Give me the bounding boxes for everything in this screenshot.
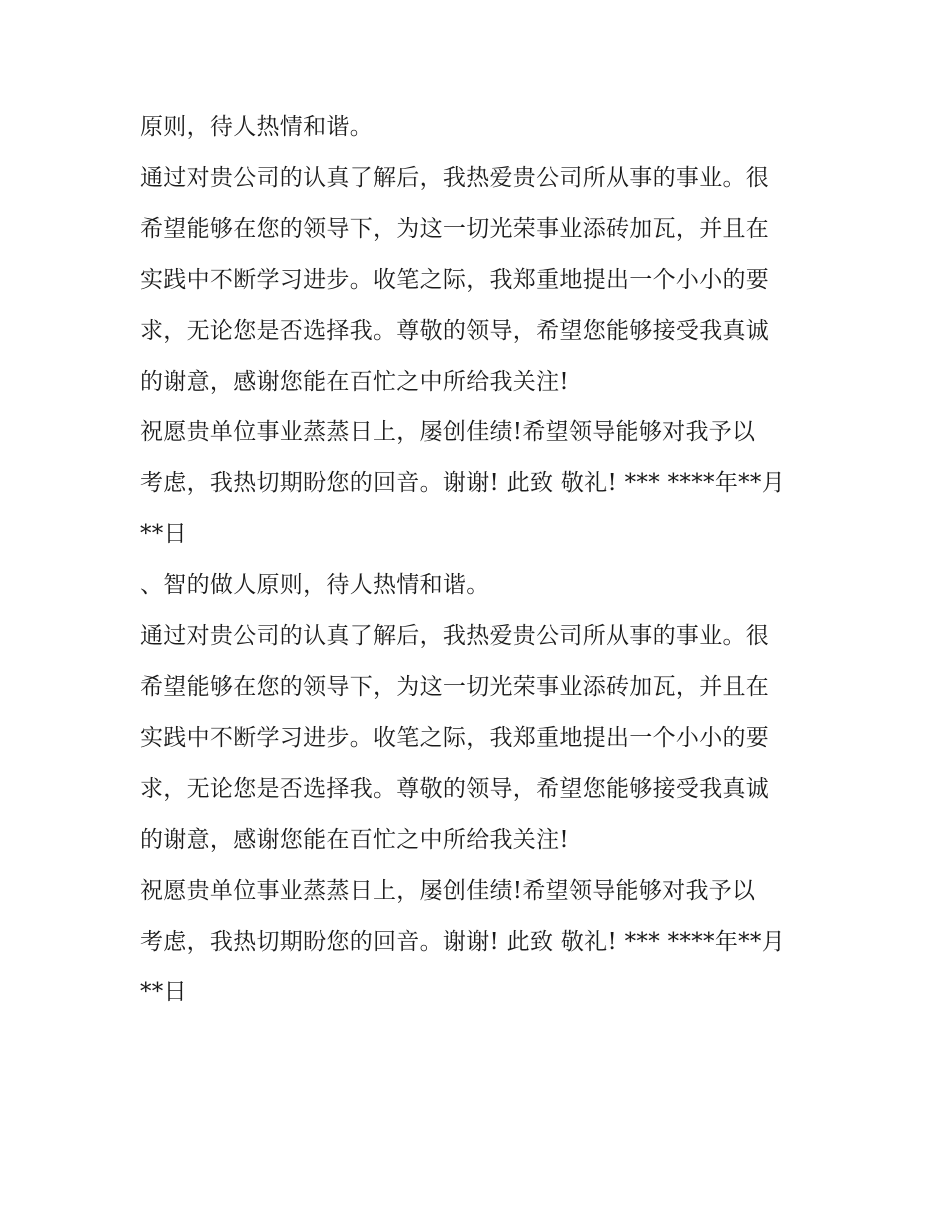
- text-line: 、智的做人原则，待人热情和谐。: [140, 572, 490, 599]
- text-line: 求，无论您是否选择我。尊敬的领导，希望您能够接受我真诚: [140, 775, 770, 802]
- text-line: 考虑，我热切期盼您的回音。谢谢! 此致 敬礼! *** ****年**月: [140, 928, 786, 955]
- text-line: 希望能够在您的领导下，为这一切光荣事业添砖加瓦，并且在: [140, 215, 770, 242]
- text-line: 祝愿贵单位事业蒸蒸日上，屡创佳绩!希望领导能够对我予以: [140, 877, 756, 904]
- text-line: 通过对贵公司的认真了解后，我热爱贵公司所从事的事业。很: [140, 164, 770, 191]
- text-line: 实践中不断学习进步。收笔之际，我郑重地提出一个小小的要: [140, 724, 770, 751]
- text-line: 通过对贵公司的认真了解后，我热爱贵公司所从事的事业。很: [140, 623, 770, 650]
- text-line: 祝愿贵单位事业蒸蒸日上，屡创佳绩!希望领导能够对我予以: [140, 419, 756, 446]
- text-line: **日: [140, 979, 187, 1006]
- text-line: 希望能够在您的领导下，为这一切光荣事业添砖加瓦，并且在: [140, 673, 770, 700]
- text-line: 考虑，我热切期盼您的回音。谢谢! 此致 敬礼! *** ****年**月: [140, 470, 786, 497]
- text-line: 求，无论您是否选择我。尊敬的领导，希望您能够接受我真诚: [140, 317, 770, 344]
- text-line: 的谢意，感谢您能在百忙之中所给我关注!: [140, 826, 569, 853]
- text-line: 实践中不断学习进步。收笔之际，我郑重地提出一个小小的要: [140, 266, 770, 293]
- text-line: **日: [140, 521, 187, 548]
- letter-body: [140, 102, 820, 1018]
- text-line: 原则，待人热情和谐。: [140, 114, 373, 140]
- text-line: 的谢意，感谢您能在百忙之中所给我关注!: [140, 368, 569, 395]
